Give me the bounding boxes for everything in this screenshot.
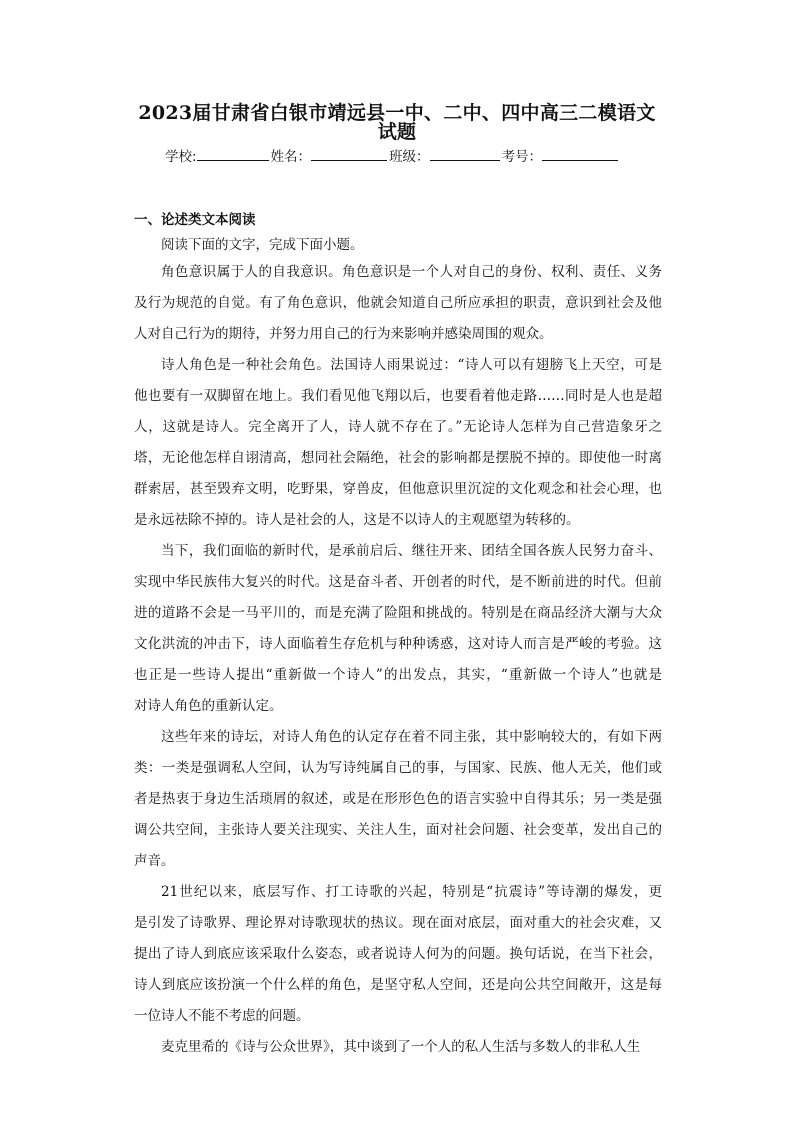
paragraph-line: 当下，我们面临的新时代，是承前启后、继往开来、团结全国各族人民努力奋斗、: [161, 543, 662, 559]
document-title-line2: 试题: [377, 121, 417, 143]
paragraph-line: 是永远祛除不掉的。诗人是社会的人，这是不以诗人的主观愿望为转移的。: [134, 512, 580, 528]
paragraph: [134, 350, 662, 536]
paragraph-line: 群索居，甚至毁弃文明，吃野果，穿兽皮，但他意识里沉淀的文化观念和社会心理，也: [134, 481, 662, 497]
paragraph-line: 调公共空间，主张诗人要关注现实、关注人生，面对社会问题、社会变革，发出自己的: [134, 822, 662, 838]
school-blank[interactable]: [197, 147, 269, 161]
paragraph: [134, 722, 662, 877]
passage-paragraphs: [134, 257, 662, 1063]
section-heading: 一、论述类文本阅读: [134, 212, 256, 228]
paragraph-line: 提出了诗人到底应该采取什么姿态，或者说诗人何为的问题。换句话说，在当下社会，: [134, 946, 662, 962]
paragraph-line: 他也要有一双脚留在地上。我们看见他飞翔以后，也要看着他走路……同时是人也是超: [134, 388, 662, 404]
class-blank[interactable]: [430, 147, 500, 161]
name-blank[interactable]: [311, 147, 387, 161]
section-instruction: 阅读下面的文字，完成下面小题。: [161, 237, 364, 253]
class-label: 班级：: [389, 149, 430, 165]
passage-body: [134, 257, 662, 1063]
paragraph: [134, 257, 662, 350]
paragraph-line: 诗人到底应该扮演一个什么样的角色，是坚守私人空间，还是向公共空间敞开，这是每: [134, 977, 662, 993]
paragraph-line: 诗人角色是一种社会角色。法国诗人雨果说过：“诗人可以有翅膀飞上天空，可是: [161, 357, 662, 373]
exam-no-blank[interactable]: [542, 147, 618, 161]
document-title-line1: 2023届甘肃省白银市靖远县一中、二中、四中高三二模语文: [138, 102, 656, 124]
paragraph-line: 麦克里希的《诗与公众世界》，其中谈到了一个人的私人生活与多数人的非私人生: [161, 1039, 641, 1055]
paragraph-line: 者是热衷于身边生活琐屑的叙述，或是在形形色色的语言实验中自得其乐；另一类是强: [134, 791, 662, 807]
paragraph-line: 也正是一些诗人提出“重新做一个诗人”的出发点，其实，“重新做一个诗人”也就是: [134, 667, 662, 683]
paragraph-line: 人对自己行为的期待，并努力用自己的行为来影响并感染周围的观众。: [134, 326, 553, 342]
paragraph-line: 一位诗人不能不考虑的问题。: [134, 1008, 310, 1024]
paragraph-line: 进的道路不会是一马平川的，而是充满了险阻和挑战的。特别是在商品经济大潮与大众: [134, 605, 662, 621]
student-info-row: [165, 145, 620, 165]
paragraph-line: 文化洪流的冲击下，诗人面临着生存危机与种种诱惑，这对诗人而言是严峻的考验。这: [134, 636, 662, 652]
name-label: 姓名：: [270, 149, 312, 165]
paragraph-line: 实现中华民族伟大复兴的时代。这是奋斗者、开创者的时代，是不断前进的时代。但前: [134, 574, 662, 590]
paragraph-line: 对诗人角色的重新认定。: [134, 698, 283, 714]
school-label: 学校:: [165, 149, 197, 165]
paragraph-line: 及行为规范的自觉。有了角色意识，他就会知道自己所应承担的职责，意识到社会及他: [134, 295, 662, 311]
paragraph-line: 21世纪以来，底层写作、打工诗歌的兴起，特别是“抗震诗”等诗潮的爆发，更: [161, 884, 662, 900]
paragraph: [134, 536, 662, 722]
paragraph: [134, 877, 662, 1032]
paragraph-line: 声音。: [134, 853, 175, 869]
paragraph-line: 是引发了诗歌界、理论界对诗歌现状的热议。现在面对底层，面对重大的社会灾难，又: [134, 915, 662, 931]
paragraph-line: 塔，无论他怎样自诩清高，想同社会隔绝，社会的影响都是摆脱不掉的。即使他一时离: [134, 450, 662, 466]
paragraph-line: 人，这就是诗人。完全离开了人，诗人就不存在了。”无论诗人怎样为自己营造象牙之: [134, 419, 662, 435]
paragraph-line: 角色意识属于人的自我意识。角色意识是一个人对自己的身份、权利、责任、义务: [161, 264, 662, 280]
paragraph: [134, 1032, 662, 1063]
paragraph-line: 类：一类是强调私人空间，认为写诗纯属自己的事，与国家、民族、他人无关，他们或: [134, 760, 662, 776]
exam-no-label: 考号：: [501, 149, 543, 165]
paragraph-line: 这些年来的诗坛，对诗人角色的认定存在着不同主张，其中影响较大的，有如下两: [161, 729, 662, 745]
